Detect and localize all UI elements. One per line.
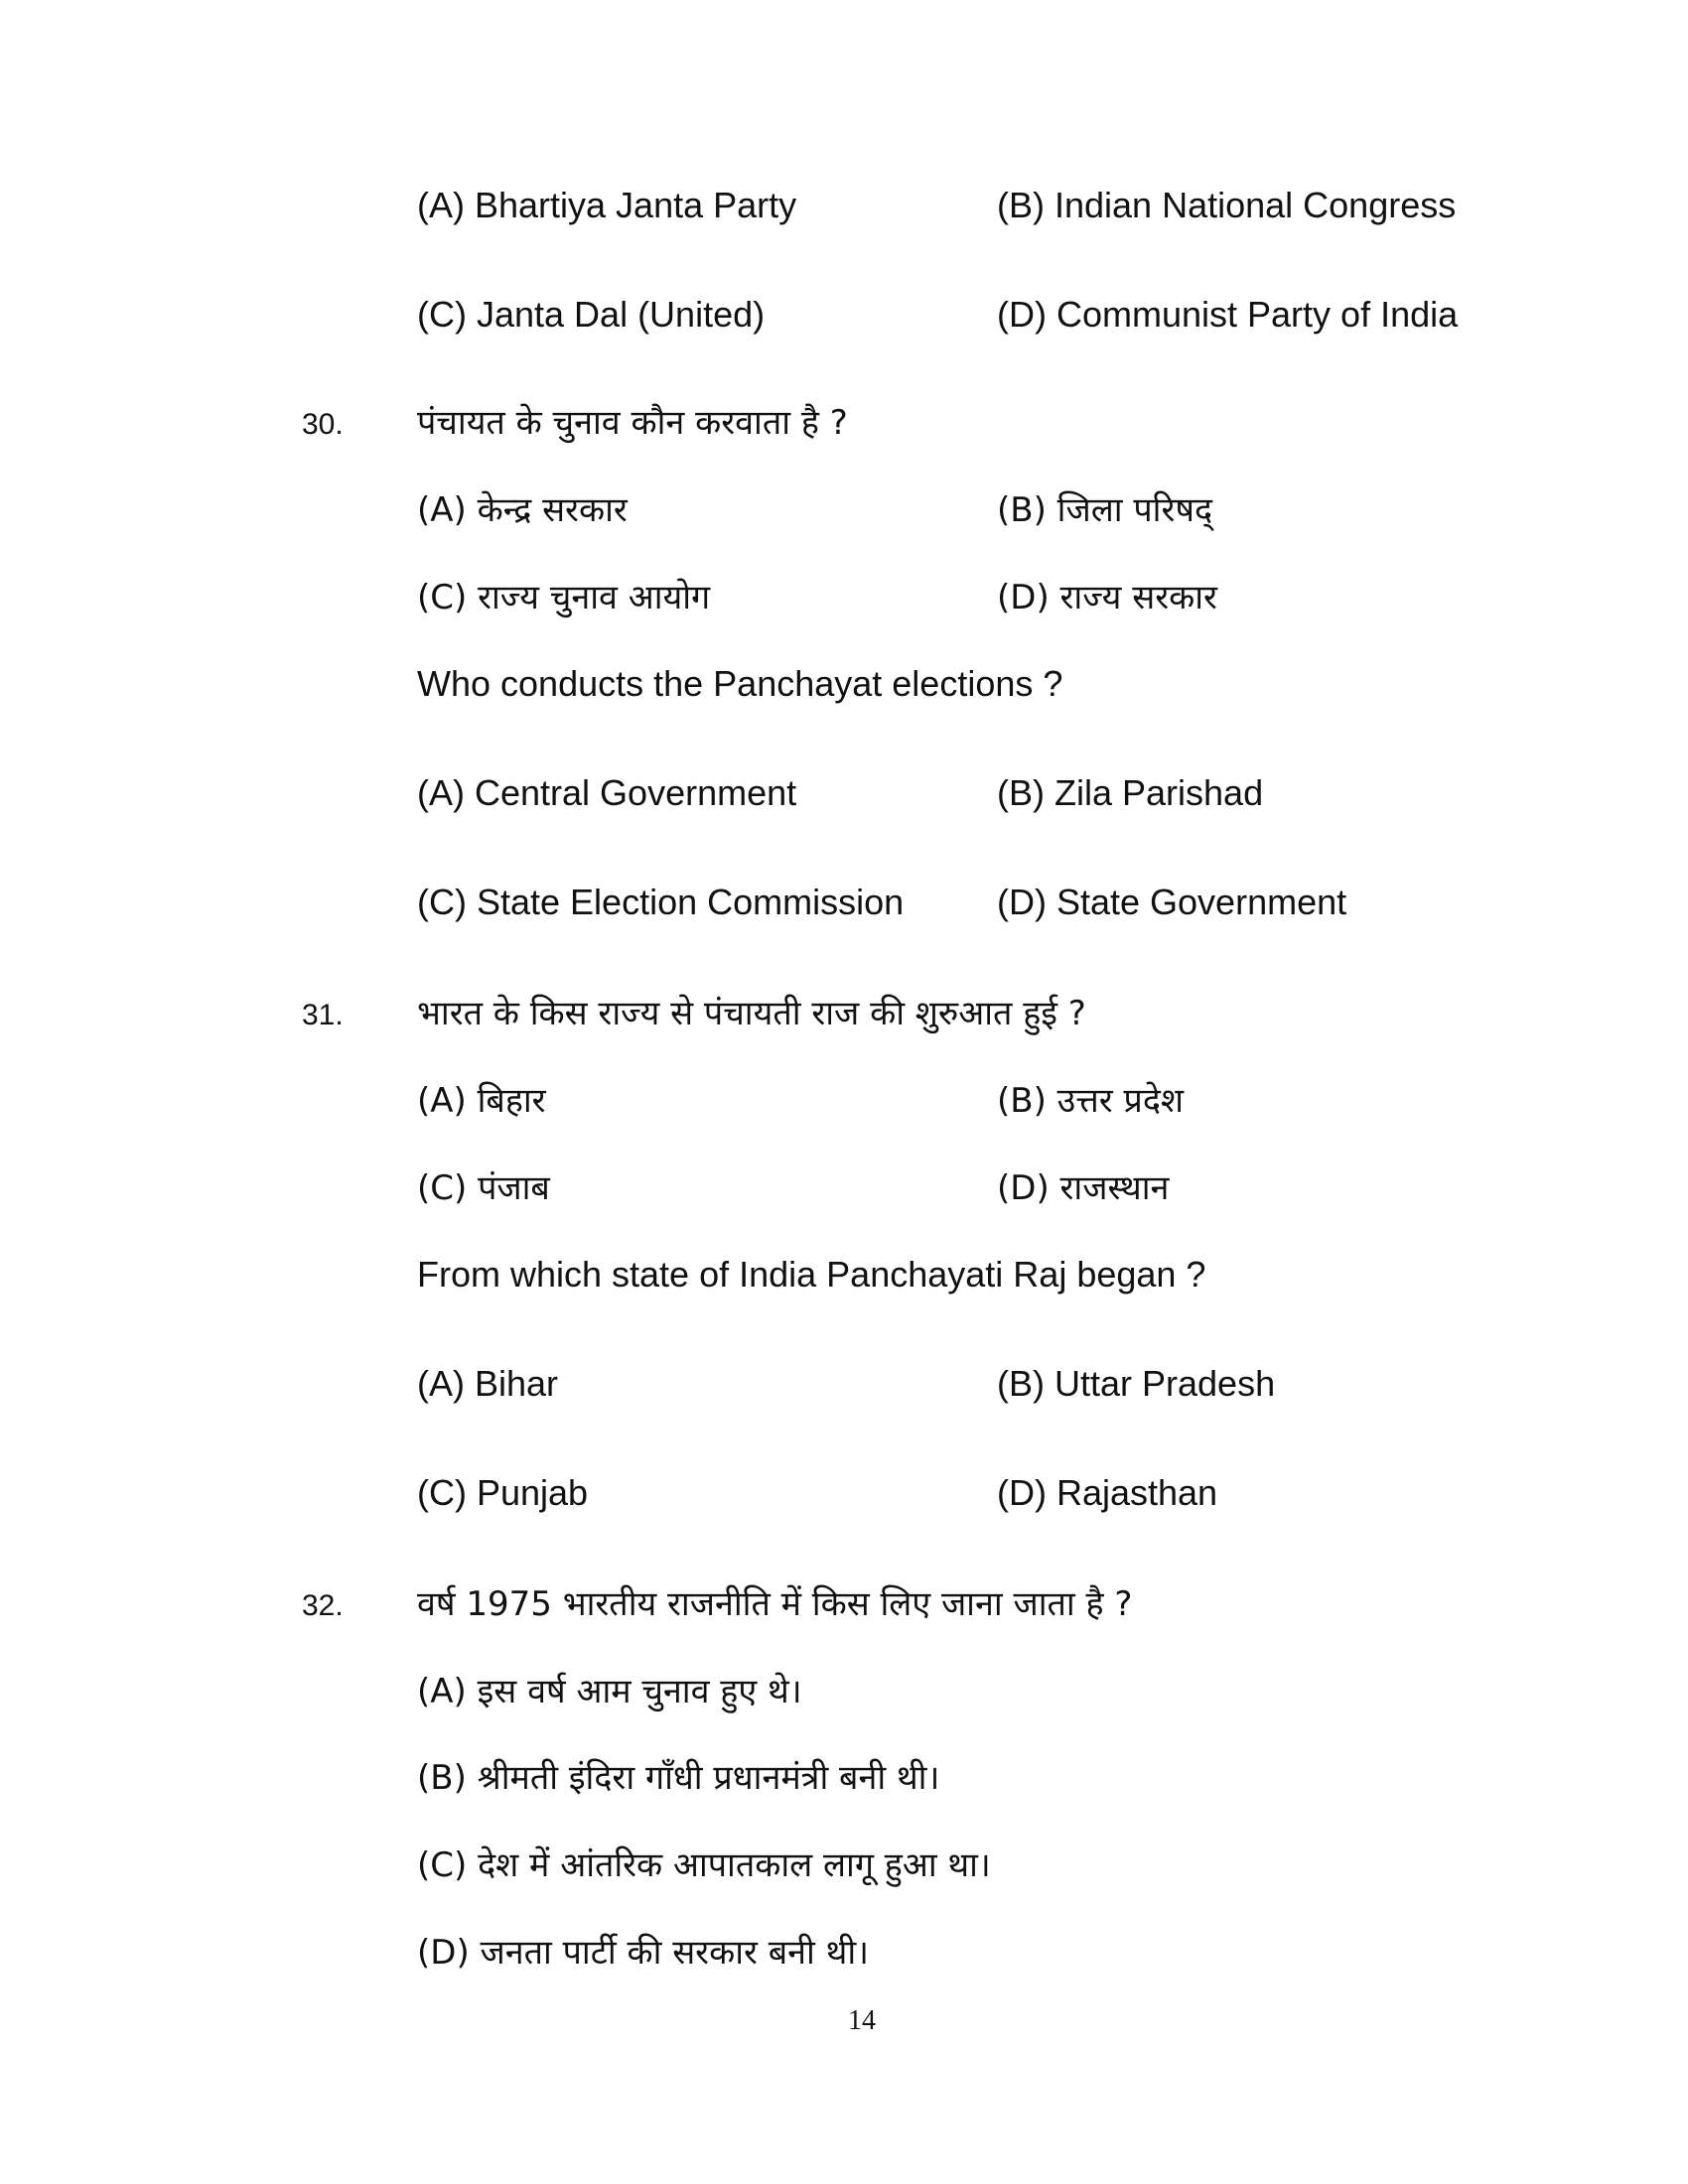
q31-option-d-hindi: (D) राजस्थान [997,1168,1170,1208]
q30-option-b-hindi: (B) जिला परिषद् [997,490,1213,530]
q30-number: 30. [302,408,344,441]
q31-option-b-hindi: (B) उत्तर प्रदेश [997,1081,1185,1121]
q32-option-a-hindi: (A) इस वर्ष आम चुनाव हुए थे। [417,1672,802,1711]
q31-option-a: (A) Bihar [417,1363,559,1404]
q32-question-hindi: वर्ष 1975 भारतीय राजनीति में किस लिए जाना जाता है ? [417,1584,1133,1624]
q31-option-c-hindi: (C) पंजाब [417,1168,550,1208]
q30-option-b: (B) Zila Parishad [997,772,1264,813]
q30-option-a: (A) Central Government [417,772,797,813]
q30-question-hindi: पंचायत के चुनाव कौन करवाता है ? [417,403,848,443]
q29-option-d: (D) Communist Party of India [997,294,1459,335]
q31-question-english: From which state of India Panchayati Raj began ? [417,1254,1206,1295]
q29-option-b: (B) Indian National Congress [997,185,1457,225]
q31-option-c: (C) Punjab [417,1472,589,1513]
q32-number: 32. [302,1589,344,1622]
q31-number: 31. [302,999,344,1031]
q30-option-c: (C) State Election Commission [417,882,905,922]
q30-option-c-hindi: (C) राज्य चुनाव आयोग [417,578,711,617]
q31-option-d: (D) Rajasthan [997,1472,1218,1513]
q31-question-hindi: भारत के किस राज्य से पंचायती राज की शुरुआत हुई ? [417,994,1086,1033]
q30-option-d: (D) State Government [997,882,1347,922]
q32-option-b-hindi: (B) श्रीमती इंदिरा गाँधी प्रधानमंत्री बनी थी। [417,1758,940,1798]
q31-option-b: (B) Uttar Pradesh [997,1363,1276,1404]
q32-option-d-hindi: (D) जनता पार्टी की सरकार बनी थी। [417,1933,870,1973]
q29-option-a: (A) Bhartiya Janta Party [417,185,797,225]
q30-option-d-hindi: (D) राज्य सरकार [997,578,1217,617]
q32-option-c-hindi: (C) देश में आंतरिक आपातकाल लागू हुआ था। [417,1845,991,1885]
q31-option-a-hindi: (A) बिहार [417,1081,546,1121]
page-number: 14 [848,2005,876,2036]
q30-option-a-hindi: (A) केन्द्र सरकार [417,490,628,530]
q29-option-c: (C) Janta Dal (United) [417,294,766,335]
q30-question-english: Who conducts the Panchayat elections ? [417,663,1063,704]
